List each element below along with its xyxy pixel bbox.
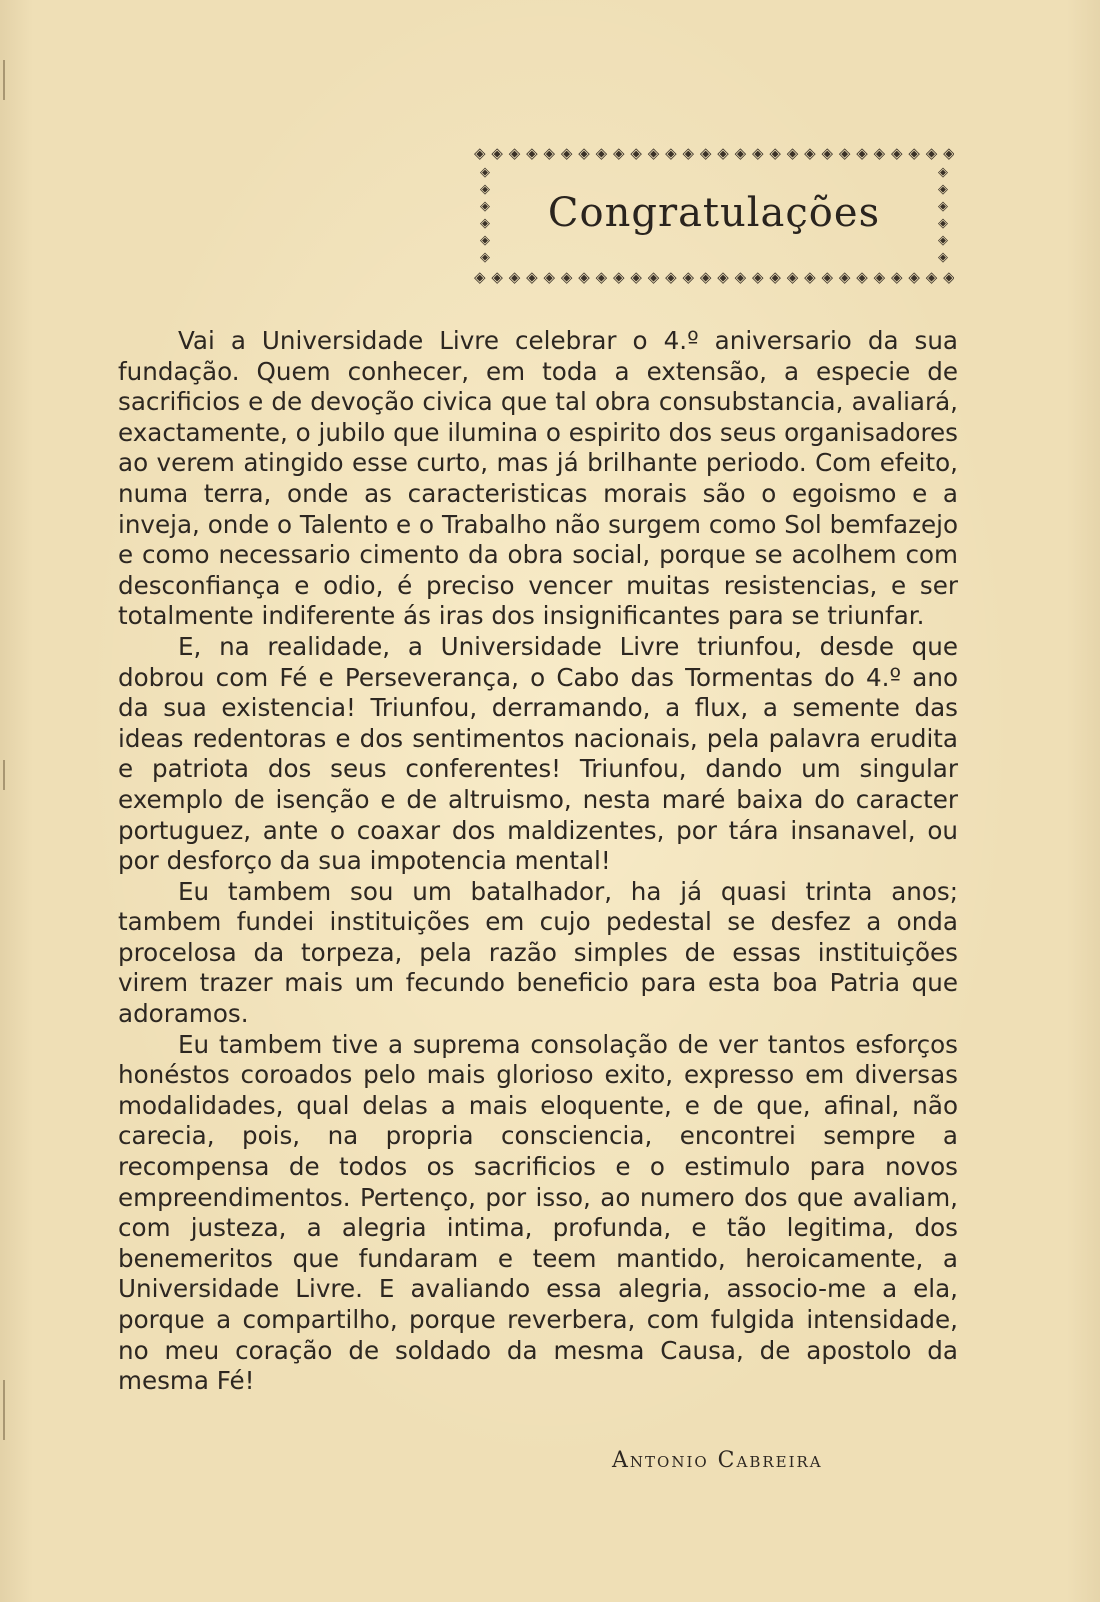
ornament-glyph-icon: ◈ [491, 144, 502, 162]
ornament-glyph-icon: ◈ [908, 268, 919, 286]
ornament-glyph-icon: ◈ [891, 268, 902, 286]
ornament-border-top [474, 142, 954, 164]
ornament-glyph-icon: ◈ [491, 268, 502, 286]
ornament-glyph-icon: ◈ [938, 233, 948, 248]
ornament-glyph-icon: ◈ [938, 199, 948, 214]
ornament-glyph-icon: ◈ [821, 268, 833, 286]
ornament-glyph-icon: ◈ [786, 144, 798, 162]
ornament-glyph-icon: ◈ [838, 144, 850, 162]
ornament-glyph-icon: ◈ [682, 268, 694, 286]
ornament-glyph-icon: ◈ [804, 268, 815, 286]
ornament-glyph-icon: ◈ [734, 268, 746, 286]
ornament-glyph-icon: ◈ [908, 144, 919, 162]
ornament-glyph-icon: ◈ [526, 144, 537, 162]
page-title: Congratulações [547, 190, 881, 236]
paragraph-2: E, na realidade, a Universidade Livre triunfou, desde que dobrou com Fé e Perseverança, o Cabo das Tormentas do 4.º ano da sua existencia! Triunfou, derramando, a flux, a semente das ideas redentoras e dos sentimentos nacionais, pela palavra erudita e patriota dos seus conferentes! Triunfou, dando um singular exemplo de isenção e de altruismo, nesta maré baixa do caracter portuguez, ante o coaxar dos maldizentes, por tára insanavel, ou por desforço da sua impotencia mental! [118, 631, 958, 876]
ornament-glyph-icon: ◈ [717, 268, 728, 286]
ornament-glyph-icon: ◈ [938, 216, 948, 231]
ornament-glyph-icon: ◈ [856, 268, 867, 286]
ornament-glyph-icon: ◈ [925, 144, 937, 162]
ornament-glyph-icon: ◈ [699, 268, 711, 286]
ornament-glyph-icon: ◈ [873, 144, 885, 162]
ornament-glyph-icon: ◈ [786, 268, 798, 286]
ornament-glyph-icon: ◈ [480, 199, 490, 214]
ornament-glyph-icon: ◈ [526, 268, 537, 286]
ornament-glyph-icon: ◈ [480, 216, 490, 231]
ornament-glyph-icon: ◈ [474, 144, 485, 162]
ornament-glyph-icon: ◈ [938, 250, 948, 265]
ornament-glyph-icon: ◈ [682, 144, 694, 162]
ornament-glyph-icon: ◈ [665, 268, 676, 286]
ornament-glyph-icon: ◈ [943, 144, 954, 162]
ornament-glyph-icon: ◈ [543, 144, 555, 162]
ornament-glyph-icon: ◈ [480, 233, 490, 248]
title-ornament-frame [474, 142, 954, 288]
ornament-glyph-icon: ◈ [560, 268, 572, 286]
ornament-glyph-icon: ◈ [943, 268, 954, 286]
ornament-glyph-icon: ◈ [838, 268, 850, 286]
ornament-glyph-icon: ◈ [665, 144, 676, 162]
ornament-glyph-icon: ◈ [480, 165, 490, 180]
ornament-glyph-icon: ◈ [630, 144, 641, 162]
ornament-glyph-icon: ◈ [891, 144, 902, 162]
ornament-glyph-icon: ◈ [595, 268, 607, 286]
ornament-border-left [474, 166, 496, 264]
ornament-glyph-icon: ◈ [647, 144, 659, 162]
paragraph-3: Eu tambem sou um batalhador, ha já quasi trinta anos; tambem fundei instituições em cujo pedestal se desfez a onda procelosa da torpeza, pela razão simples de essas instituições virem trazer mais um fecundo beneficio para esta boa Patria que adoramos. [118, 876, 958, 1029]
author-signature: Antonio Cabreira [612, 1448, 823, 1473]
page-edge-mark [3, 760, 5, 790]
ornament-glyph-icon: ◈ [543, 268, 555, 286]
ornament-glyph-icon: ◈ [508, 144, 520, 162]
ornament-glyph-icon: ◈ [925, 268, 937, 286]
page-edge-mark [3, 1380, 5, 1440]
paragraph-4: Eu tambem tive a suprema consolação de ver tantos esforços honéstos coroados pelo mais glorioso exito, expresso em diversas modalidades, qual delas a mais eloquente, e de que, afinal, não carecia, pois, na propria consciencia, encontrei sempre a recompensa de todos os sacrificios e o estimulo para novos empreendimentos. Pertenço, por isso, ao numero dos que avaliam, com justeza, a alegria intima, profunda, e tão legitima, dos benemeritos que fundaram e teem mantido, heroicamente, a Universidade Livre. E avaliando essa alegria, associo-me a ela, porque a compartilho, porque reverbera, com fulgida intensidade, no meu coração de soldado da mesma Causa, de apostolo da mesma Fé! [118, 1029, 958, 1396]
page-edge-mark [3, 60, 5, 100]
ornament-glyph-icon: ◈ [769, 144, 780, 162]
ornament-glyph-icon: ◈ [804, 144, 815, 162]
ornament-glyph-icon: ◈ [560, 144, 572, 162]
ornament-glyph-icon: ◈ [630, 268, 641, 286]
ornament-glyph-icon: ◈ [821, 144, 833, 162]
ornament-glyph-icon: ◈ [578, 144, 589, 162]
ornament-glyph-icon: ◈ [734, 144, 746, 162]
ornament-glyph-icon: ◈ [613, 268, 624, 286]
ornament-glyph-icon: ◈ [480, 250, 490, 265]
ornament-glyph-icon: ◈ [717, 144, 728, 162]
ornament-border-bottom [474, 266, 954, 288]
ornament-glyph-icon: ◈ [613, 144, 624, 162]
ornament-glyph-icon: ◈ [699, 144, 711, 162]
ornament-glyph-icon: ◈ [752, 144, 763, 162]
ornament-glyph-icon: ◈ [480, 182, 490, 197]
ornament-glyph-icon: ◈ [873, 268, 885, 286]
ornament-glyph-icon: ◈ [508, 268, 520, 286]
paragraph-1: Vai a Universidade Livre celebrar o 4.º aniversario da sua fundação. Quem conhecer, em toda a extensão, a especie de sacrificios e de devoção civica que tal obra consubstancia, avaliará, exactamente, o jubilo que ilumina o espirito dos seus organisadores ao verem atingido esse curto, mas já brilhante periodo. Com efeito, numa terra, onde as caracteristicas morais são o egoismo e a inveja, onde o Talento e o Trabalho não surgem como Sol bemfazejo e como necessario cimento da obra social, porque se acolhem com desconfiança e odio, é preciso vencer muitas resistencias, e ser totalmente indiferente ás iras dos insignificantes para se triunfar. [118, 326, 958, 631]
ornament-border-right [932, 166, 954, 264]
ornament-glyph-icon: ◈ [938, 182, 948, 197]
ornament-glyph-icon: ◈ [578, 268, 589, 286]
ornament-glyph-icon: ◈ [856, 144, 867, 162]
article-body [118, 326, 958, 1397]
ornament-glyph-icon: ◈ [474, 268, 485, 286]
ornament-glyph-icon: ◈ [938, 165, 948, 180]
ornament-glyph-icon: ◈ [769, 268, 780, 286]
ornament-glyph-icon: ◈ [647, 268, 659, 286]
ornament-glyph-icon: ◈ [595, 144, 607, 162]
ornament-glyph-icon: ◈ [752, 268, 763, 286]
